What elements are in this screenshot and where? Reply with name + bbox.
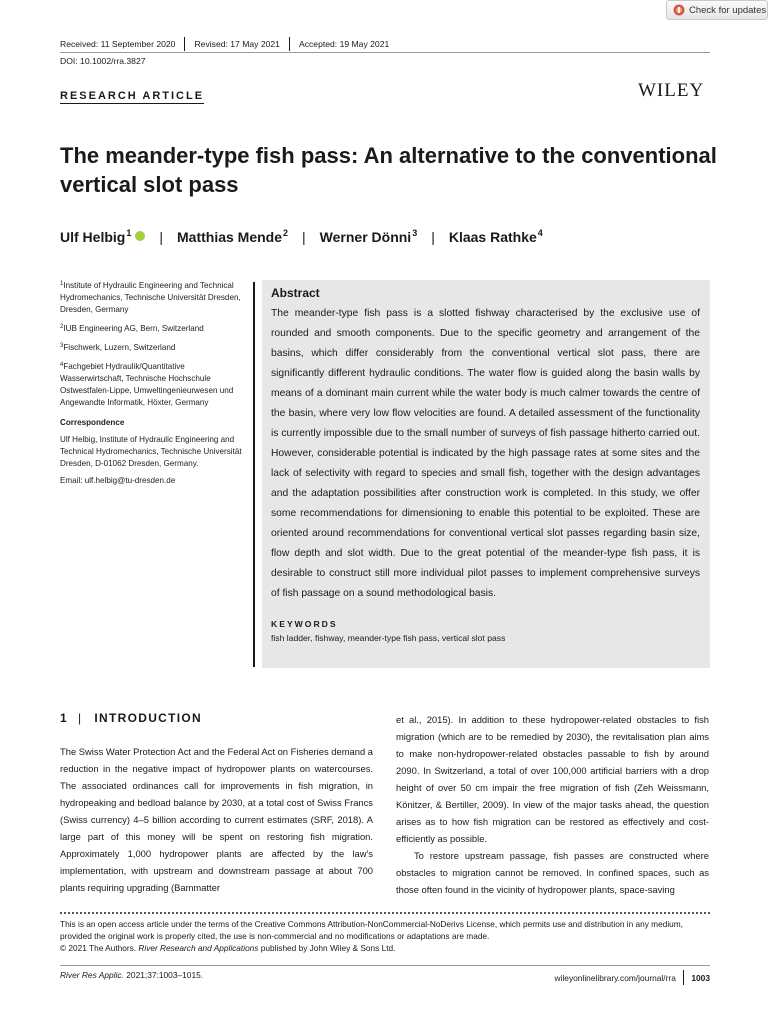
- journal-abbrev: River Res Applic.: [60, 970, 124, 980]
- footer-rule: [60, 965, 710, 966]
- footer-divider: [683, 970, 685, 985]
- section-number: 1: [60, 711, 68, 725]
- page-number: 1003: [691, 972, 710, 983]
- author-name[interactable]: Werner Dönni$^3$: [319, 228, 418, 245]
- check-for-updates-button[interactable]: [666, 0, 768, 20]
- affiliation: $^2$IUB Engineering AG, Bern, Switzerland: [60, 324, 204, 333]
- journal-url[interactable]: wileyonlinelibrary.com/journal/rra: [554, 972, 676, 983]
- body-column-right: [396, 711, 709, 898]
- article-history: [60, 38, 389, 51]
- divider: [289, 37, 290, 51]
- abstract-heading: Abstract: [271, 286, 320, 300]
- revised-date: Revised: 17 May 2021: [194, 39, 280, 49]
- author-name[interactable]: Klaas Rathke$^4$: [448, 228, 543, 245]
- author-separator: |: [159, 228, 163, 245]
- correspondence-body: Ulf Helbig, Institute of Hydraulic Engineering and Technical Hydromechanics, Technische Universität Dresden, D-01062 Dresden, Germany.: [60, 435, 242, 468]
- article-title: The meander-type fish pass: An alternative to the conventional vertical slot pass: [60, 143, 717, 197]
- author-name[interactable]: Matthias Mende$^2$: [177, 228, 289, 245]
- header-rule: [60, 52, 710, 53]
- author-separator: |: [302, 228, 306, 245]
- body-column-left: [60, 743, 373, 896]
- check-for-updates-label: Check for updates: [689, 4, 767, 16]
- heading-separator: |: [77, 711, 83, 725]
- abstract-text: The meander-type fish pass is a slotted fishway characterised by the exclusive use of rounded and smooth components. Due to the specific geometry and arrangement of the basins, which differ considerably from the conventional vertical slot pass, there are significantly different hydraulic conditions. The water flow is guided along the basin walls by means of a dominant main current while the water body is much calmer towards the centre of the basin, where very low flow velocities are found. A detailed assessment of the functionality is currently impossible due to the small number of surveys of fish passage hitherto carried out. However, considerable potential is indicated by the high passage rates at some sites and the lack of selectivity with regard to species and small fish, together with the design advantages and the adaptation possibilities after construction work is completed. In this study, we offer some recommendations for dimensioning to enable this potential to be exploited. These are oriented around recommendations for conventional vertical slot passes regarding basin size, flow depth and slot width. Due to the great potential of the meander-type fish pass, it is desirable to construct still more individual pilot passes to implement comprehensive surveys of fish passage on a sound methodological basis.: [271, 308, 700, 599]
- body-paragraph: The Swiss Water Protection Act and the Federal Act on Fisheries demand a reduction in the negative impact of hydropower plants on watercourses. The associated ordinances call for improvements in fish migration, in hydropeaking and bedload balance by 2030, at a total cost of Swiss Francs (Swiss currency) 4–5 billion according to current estimates (SRF, 2018). A large part of this money will be spent on restoring fish migration. Approximately 1,000 hydropower plants are affected by the law's implementation, with upstream and downstream passage at about 700 plants requiring upgrading (Bammatter: [60, 746, 373, 893]
- citation-text: 2021;37:1003–1015.: [126, 970, 204, 980]
- author-name[interactable]: Ulf Helbig$^1$: [60, 228, 132, 245]
- section-label: RESEARCH ARTICLE: [60, 90, 205, 102]
- license-notice: [60, 918, 710, 954]
- section-title: INTRODUCTION: [94, 711, 202, 725]
- abstract-divider: [253, 282, 255, 667]
- abstract-box: [262, 280, 710, 668]
- body-paragraph: et al., 2015). In addition to these hydropower-related obstacles to fish migration (which are to be remedied by 2030), the revitalisation plan aims to make non-hydropower-related obstacles passable to fish by around 2090. In Switzerland, a total of over 100,000 artificial barriers with a drop height of over 50 cm impair the free migration of fish (Zeh Weissmann, Könitzer, & Bertiller, 2009). In view of the major tasks ahead, the question arises as to how fish migration can be restored as effectively and cost-efficiently as possible.: [396, 714, 709, 844]
- keywords-list: fish ladder, fishway, meander-type fish pass, vertical slot pass: [271, 633, 506, 643]
- affiliation: $^4$Fachgebiet Hydraulik/Quantitative Wasserwirtschaft, Technische Hochschule Ostwestfalen-Lippe, Umweltingenieurwesen und Angewandte Informatik, Höxter, Germany: [60, 362, 234, 407]
- license-text: This is an open access article under the terms of the Creative Commons Attribution-NonCommercial-NoDerivs License, which permits use and distribution in any medium, provided the original work is properly cited, the use is non-commercial and no modifications or adaptations are made.: [60, 919, 683, 941]
- received-date: Received: 11 September 2020: [60, 39, 176, 49]
- author-list: [60, 228, 543, 245]
- doi[interactable]: DOI: 10.1002/rra.3827: [60, 56, 146, 66]
- license-divider: [60, 912, 710, 914]
- citation-footer: [60, 970, 203, 980]
- divider: [184, 37, 185, 51]
- affiliations: [60, 278, 246, 492]
- footer-right: [555, 970, 710, 985]
- correspondence-heading: Correspondence: [60, 418, 125, 427]
- keywords-heading: KEYWORDS: [271, 619, 338, 629]
- author-separator: |: [431, 228, 435, 245]
- publisher-logo: WILEY: [638, 80, 705, 101]
- orcid-icon[interactable]: [135, 231, 145, 241]
- accepted-date: Accepted: 19 May 2021: [298, 39, 390, 49]
- body-paragraph: To restore upstream passage, fish passes are constructed where obstacles to migration cannot be removed. In confined spaces, such as those often found in the vicinity of hydropower plants, space-saving: [396, 850, 709, 895]
- affiliation: $^1$Institute of Hydraulic Engineering and Technical Hydromechanics, Technische Universität Dresden, Dresden, Germany: [60, 281, 241, 314]
- copyright-line: © 2021 The Authors. River Research and Applications published by John Wiley & Sons Ltd.: [60, 943, 396, 953]
- affiliation: $^3$Fischwerk, Luzern, Switzerland: [60, 343, 176, 352]
- section-heading-introduction: [60, 711, 202, 725]
- crossmark-icon: [673, 4, 685, 16]
- correspondence-email[interactable]: Email: ulf.helbig@tu-dresden.de: [60, 476, 176, 485]
